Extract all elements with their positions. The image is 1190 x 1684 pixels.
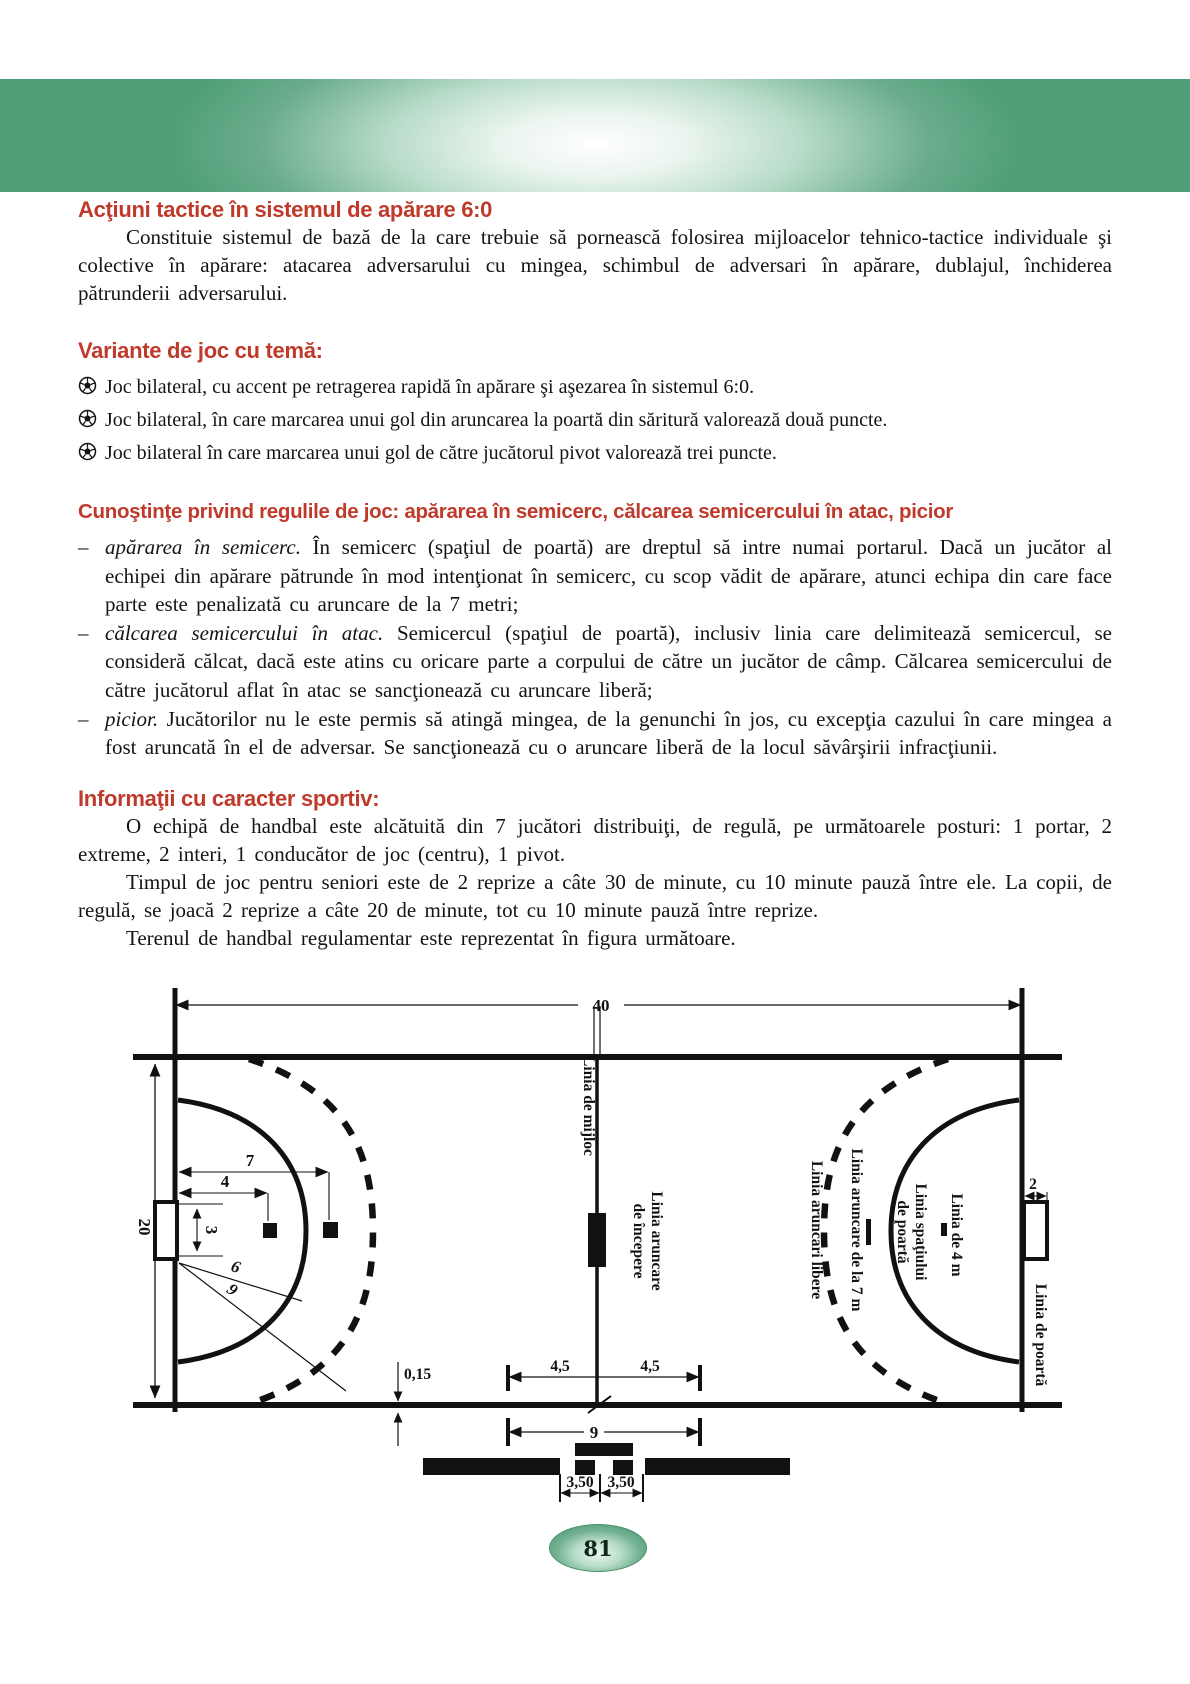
center-line-label: Linia de mijloc: [580, 1056, 597, 1156]
rule-item: [78, 533, 1112, 619]
three-label: 3: [202, 1225, 221, 1235]
line-name-labels: [580, 1056, 1049, 1386]
list-item: [78, 404, 1112, 437]
sub-half-label: 4,5: [640, 1358, 660, 1375]
left-bench: [423, 1458, 560, 1475]
rule-text: În semicerc (spaţiul de poartă) are dreptul să intre numai portarul. Dacă un jucător al echipei din apărare pătrunde în mod intenţionat în semicerc, cu scop vădit de apărare, atunci echipa din care face parte este penalizată cu aruncare de la 7 metri;: [105, 535, 1112, 617]
six-meter-ray: [179, 1263, 302, 1301]
soccer-ball-icon: [78, 439, 105, 472]
paragraph-tactics: Constituie sistemul de bază de la care trebuie să pornească folosirea mijloacelor tehnico-tactice individuale şi colective în apărare: atacarea adversarului cu mingea, schimbul de adversari în apărare, dublajul, închiderea pătrunderii adversarului.: [78, 225, 1112, 305]
list-item: [78, 371, 1112, 404]
header-band: [0, 79, 1190, 192]
rule-lead: apărarea în semicerc.: [105, 535, 301, 559]
rule-lead: călcarea semicercului în atac.: [105, 620, 384, 645]
seven-meter-mark-right: [866, 1219, 871, 1245]
bench-dim-label: 3,50: [607, 1474, 635, 1491]
seven-meter-line-label: Linia aruncare de la 7 m: [848, 1148, 865, 1312]
start-throw-label-2: de începere: [630, 1203, 647, 1279]
dash-marker: –: [78, 535, 89, 559]
seven-label: 7: [245, 1151, 255, 1170]
section-heading-tactics: Acţiuni tactice în sistemul de apărare 6:0: [78, 197, 493, 222]
substitute-seat: [613, 1460, 633, 1475]
bench-dim-label: 3,50: [566, 1474, 594, 1491]
paragraph-court: Terenul de handbal regulamentar este reprezentat în figura următoare.: [126, 925, 736, 950]
soccer-ball-icon: [78, 406, 105, 439]
dash-marker: –: [78, 620, 89, 645]
goal-line-label: Linia de poartă: [1032, 1283, 1049, 1387]
nine-label: 9: [223, 1279, 242, 1300]
page-number: 81: [583, 1535, 613, 1561]
section-heading-sport-info: Informaţii cu caracter sportiv:: [78, 785, 380, 811]
goal-space-label-1: Linia spaţiului: [912, 1183, 929, 1281]
handball-court-diagram: [0, 975, 1190, 1515]
rule-item: [78, 705, 1112, 762]
substitute-seat: [575, 1460, 595, 1475]
four-label: 4: [220, 1172, 230, 1191]
bullet-text: Joc bilateral, cu accent pe retragerea rapidă în apărare şi aşezarea în sistemul 6:0.: [105, 376, 755, 398]
court-marks: [263, 1213, 947, 1475]
four-meter-line-label: Linia de 4 m: [948, 1193, 965, 1277]
line-width-label: 0,15: [404, 1366, 432, 1383]
four-meter-mark-left: [263, 1223, 277, 1238]
sub-half-label: 4,5: [550, 1358, 570, 1375]
variants-bullet-list: [78, 371, 1112, 470]
paragraph-time: Timpul de joc pentru seniori este de 2 reprize a câte 30 de minute, cu 10 minute pauză între ele. La copii, de regulă, se joacă 2 reprize a câte 20 de minute, tot cu 10 minute pauză între reprize.: [78, 869, 1112, 922]
free-throw-line-label: Linia aruncări libere: [808, 1160, 825, 1300]
timekeeper-table: [575, 1443, 633, 1456]
section-heading-variants: Variante de joc cu temă:: [78, 338, 323, 363]
rule-lead: picior.: [105, 706, 159, 731]
rule-item: [78, 619, 1112, 705]
goal-space-label-2: de poartă: [894, 1200, 911, 1264]
main-text-column: [78, 197, 1112, 952]
right-bench: [645, 1458, 790, 1475]
soccer-ball-icon: [78, 373, 105, 406]
sub-total-label: 9: [589, 1423, 599, 1442]
bullet-text: Joc bilateral, în care marcarea unui gol din aruncarea la poartă din săritură valorează două puncte.: [105, 409, 888, 431]
rule-text: Semicercul (spaţiul de poartă), inclusiv linia care delimitează semicercul, se consideră călcat, dacă este atins cu oricare parte a corpului de către un jucător de câmp. Călcarea semicercului de către jucătorul aflat în atac se sancţionează cu aruncare liberă;: [105, 620, 1112, 702]
six-label: 6: [228, 1256, 243, 1278]
start-throw-label-1: Linia aruncare: [648, 1191, 665, 1291]
right-goal: [1024, 1202, 1047, 1259]
court-width-label: 20: [135, 1218, 154, 1236]
rules-list: [78, 533, 1112, 762]
court-length-label: 40: [592, 996, 610, 1015]
page-number-badge: [549, 1524, 647, 1572]
left-goal: [155, 1202, 177, 1259]
section-heading-rules: Cunoştinţe privind regulile de joc: apărarea în semicerc, călcarea semicercului în atac, picior: [78, 500, 953, 523]
paragraph-team: O echipă de handbal este alcătuită din 7 jucători distribuiţi, de regulă, pe următoarele posturi: 1 portar, 2 extreme, 2 interi, 1 conducător de joc (centru), 1 pivot.: [78, 813, 1112, 866]
bullet-text: Joc bilateral în care marcarea unui gol de către jucătorul pivot valorează trei puncte.: [105, 442, 777, 464]
list-item: [78, 437, 1112, 470]
seven-meter-mark-left: [323, 1222, 338, 1238]
center-throw-mark: [588, 1213, 606, 1267]
rule-text: Jucătorilor nu le este permis să atingă mingea, de la genunchi în jos, cu excepţia cazului în care mingea a fost aruncată în el de adversar. Se sancţionează cu o aruncare liberă de la locul săvârşirii infracţiunii.: [105, 706, 1112, 760]
dash-marker: –: [78, 706, 89, 731]
goal-depth-label: 2: [1029, 1176, 1037, 1193]
four-meter-mark-right: [941, 1223, 947, 1236]
